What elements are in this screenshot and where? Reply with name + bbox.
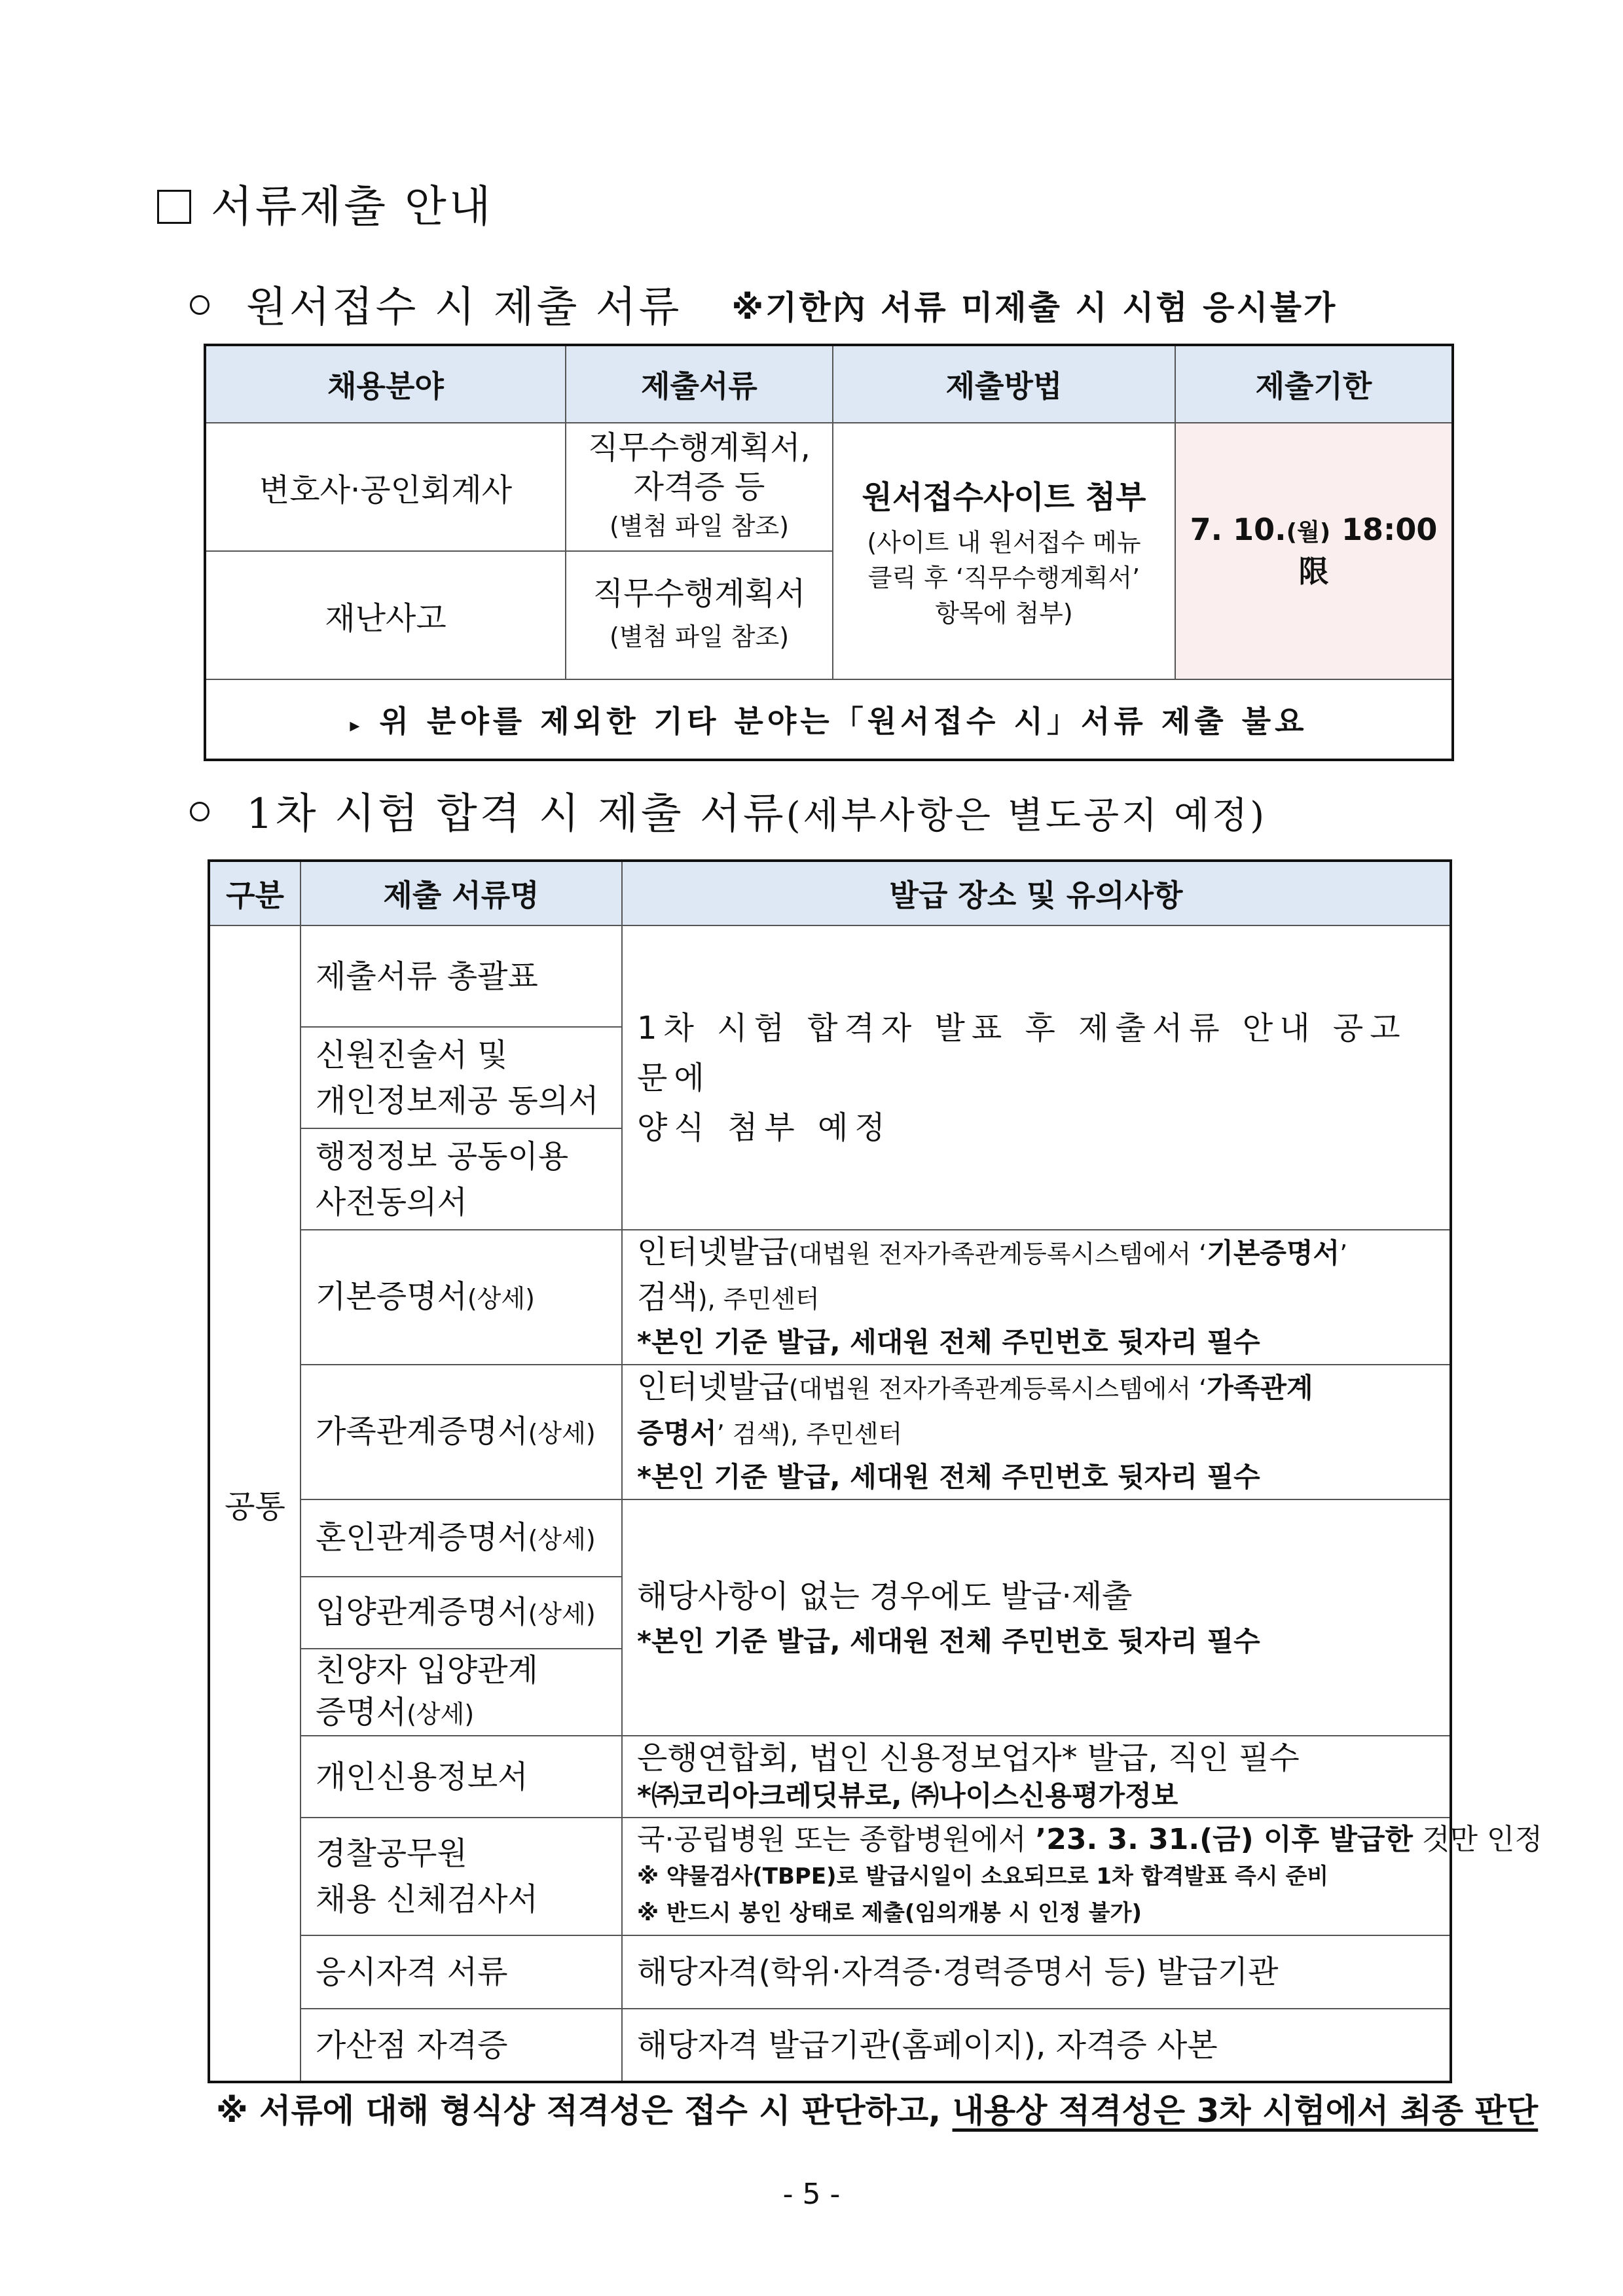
doc-line: 직무수행계획서,: [588, 429, 811, 466]
doc-name-suffix: (상세): [467, 1283, 535, 1313]
method-note: 항목에 첨부): [935, 598, 1073, 628]
doc-name-text: 가족관계증명서: [316, 1412, 528, 1450]
docs-cell: [566, 423, 833, 551]
doc-name: 가산점 자격증: [301, 2009, 622, 2082]
application-docs-table: [204, 344, 1454, 761]
note-text: ’: [1340, 1240, 1348, 1268]
note-text: 인터넷발급: [637, 1234, 789, 1270]
doc-name-line: 친양자 입양관계: [316, 1652, 538, 1689]
deadline-warning: ※기한內 서류 미제출 시 시험 응시불가: [731, 289, 1338, 327]
note-text: 검색: [637, 1279, 698, 1316]
bullet-circle-icon: [190, 295, 210, 315]
doc-name-suffix: (상세): [528, 1418, 596, 1448]
note-bold: ※ 약물검사(TBPE)로 발급시일이 소요되므로 1차 합격발표 즉시 준비: [637, 1863, 1329, 1890]
doc-name: 개인신용정보서: [301, 1736, 622, 1818]
doc-name-line: 경찰공무원: [316, 1835, 467, 1872]
doc-note: (별첨 파일 참조): [609, 512, 790, 541]
doc-name-line: 사전동의서: [316, 1183, 467, 1221]
header-category: 구분: [209, 861, 301, 925]
note-bold: 기본증명서: [1207, 1237, 1340, 1269]
doc-name-suffix: (상세): [528, 1524, 596, 1554]
doc-note: 해당자격 발급기관(홈페이지), 자격증 사본: [622, 2009, 1451, 2082]
doc-note: [622, 1365, 1451, 1499]
method-note: (사이트 내 원서접수 메뉴: [867, 528, 1141, 557]
bullet-circle-icon: [190, 802, 210, 821]
section-title-text: 서류제출 안내: [211, 181, 494, 232]
doc-name-text: 혼인관계증명서: [316, 1518, 528, 1556]
doc-name-line: 행정정보 공동이용: [316, 1138, 569, 1175]
table-row: [205, 423, 1453, 551]
note-text: 것만 인정: [1412, 1823, 1542, 1856]
header-deadline: 제출기한: [1175, 345, 1453, 423]
table-row: [209, 925, 1451, 1027]
doc-name: 제출서류 총괄표: [301, 925, 622, 1027]
doc-name: [301, 1230, 622, 1365]
first-exam-docs-table: [208, 859, 1542, 2083]
table-row: [209, 1365, 1451, 1499]
note-text: 국·공립병원 또는 종합병원에서: [637, 1823, 1036, 1856]
doc-line: 자격증 등: [633, 469, 765, 505]
doc-name: [301, 1365, 622, 1499]
table-footer: [205, 679, 1453, 760]
note-bold: 가족관계: [1207, 1372, 1313, 1404]
doc-name: [301, 1818, 622, 1935]
bottom-note-text: ※ 서류에 대해 형식상 적격성은 접수 시 판단하고,: [216, 2092, 953, 2130]
note-text: (대법원 전자가족관계등록시스템에서 ‘: [788, 1374, 1207, 1403]
field-disaster: 재난사고: [205, 551, 566, 679]
note-line: [637, 1410, 1440, 1456]
doc-name-line: 개인정보제공 동의서: [316, 1082, 599, 1119]
doc-name: [301, 1499, 622, 1577]
table-row: [209, 1499, 1451, 1577]
doc-note: [622, 1499, 1451, 1736]
note-bold: ※ 반드시 봉인 상태로 제출(임의개봉 시 인정 불가): [637, 1900, 1142, 1926]
subheading-text: 1차 시험 합격 시 제출 서류: [246, 790, 786, 838]
note-text: ), 주민센터: [697, 1285, 820, 1314]
note-line: 은행연합회, 법인 신용정보업자* 발급, 직인 필수: [637, 1739, 1300, 1776]
header-field: 채용분야: [205, 345, 566, 423]
header-documents: 제출서류: [566, 345, 833, 423]
note-line: [637, 1365, 1440, 1410]
table-row: [209, 1818, 1451, 1935]
deadline-cell: [1175, 423, 1453, 679]
method-note: 클릭 후 ‘직무수행계획서’: [867, 563, 1140, 592]
doc-name: [301, 1027, 622, 1128]
category-common: 공통: [209, 925, 301, 2082]
note-bold: *본인 기준 발급, 세대원 전체 주민번호 뒷자리 필수: [637, 1461, 1260, 1493]
table-header-row: [209, 861, 1451, 925]
doc-note: 해당자격(학위·자격증·경력증명서 등) 발급기관: [622, 1935, 1451, 2009]
table-row: [209, 1736, 1451, 1818]
note-bold: *본인 기준 발급, 세대원 전체 주민번호 뒷자리 필수: [637, 1624, 1260, 1657]
bottom-note: [216, 2085, 1538, 2132]
doc-name: [301, 1649, 622, 1736]
doc-name-suffix: (상세): [407, 1700, 475, 1729]
note-bold: 증명서: [637, 1417, 717, 1449]
doc-name-text: 입양관계증명서: [316, 1593, 528, 1630]
triangle-right-icon: ▸: [350, 714, 364, 737]
doc-note: [622, 925, 1451, 1230]
subheading-application-docs: [190, 274, 1337, 334]
doc-note: (별첨 파일 참조): [609, 622, 790, 651]
table-footer-row: [205, 679, 1453, 760]
note-line: [637, 1230, 1440, 1276]
method-cell: [833, 423, 1175, 679]
doc-name: [301, 1128, 622, 1230]
doc-name-text: 증명서: [316, 1694, 407, 1731]
doc-name-line: 채용 신체검사서: [316, 1881, 538, 1918]
note-bold: *본인 기준 발급, 세대원 전체 주민번호 뒷자리 필수: [637, 1326, 1260, 1358]
field-lawyer-cpa: 변호사·공인회계사: [205, 423, 566, 551]
doc-name-suffix: (상세): [528, 1599, 596, 1628]
table-row: [209, 2009, 1451, 2082]
table-row: [209, 1230, 1451, 1365]
note-text: 인터넷발급: [637, 1369, 789, 1405]
page-number: - 5 -: [782, 2178, 841, 2211]
note-bold: ’23. 3. 31.(금) 이후 발급한: [1035, 1823, 1413, 1856]
note-bold: *㈜코리아크레딧뷰로, ㈜나이스신용평가정보: [637, 1779, 1178, 1812]
header-doc-name: 제출 서류명: [301, 861, 622, 925]
doc-name-line: 신원진술서 및: [316, 1036, 508, 1073]
doc-note: [622, 1736, 1451, 1818]
subheading-first-exam-docs: [190, 780, 1267, 840]
note-line: 양식 첨부 예정: [637, 1109, 892, 1146]
docs-cell: [566, 551, 833, 679]
header-issuer-notes: 발급 장소 및 유의사항: [622, 861, 1451, 925]
doc-name: [301, 1577, 622, 1649]
table-header-row: [205, 345, 1453, 423]
doc-line: 직무수행계획서: [593, 575, 806, 612]
deadline-day: (월): [1286, 519, 1331, 546]
doc-note: [622, 1230, 1451, 1365]
checkbox-square-icon: [157, 190, 191, 224]
table-row: [209, 1935, 1451, 2009]
note-line: [637, 1821, 1542, 1858]
deadline-time: 18:00限: [1298, 512, 1438, 589]
header-method: 제출방법: [833, 345, 1175, 423]
method-title: 원서접수사이트 첨부: [862, 478, 1146, 516]
note-text: ), 주민센터: [780, 1420, 903, 1448]
section-title: [157, 171, 494, 234]
note-line: 해당사항이 없는 경우에도 발급·제출: [637, 1577, 1133, 1615]
note-text: (대법원 전자가족관계등록시스템에서 ‘: [788, 1240, 1207, 1268]
doc-note: [622, 1818, 1542, 1935]
bottom-note-underlined: 내용상 적격성은 3차 시험에서 최종 판단: [952, 2092, 1539, 2130]
doc-name: 응시자격 서류: [301, 1935, 622, 2009]
subheading-text: 원서접수 시 제출 서류: [246, 283, 682, 332]
deadline-date: 7. 10.: [1190, 512, 1286, 547]
subheading-note: (세부사항은 별도공지 예정): [786, 795, 1267, 837]
doc-name-text: 기본증명서: [316, 1278, 467, 1315]
note-line: [637, 1276, 1440, 1321]
footer-text: 위 분야를 제외한 기타 분야는「원서접수 시」서류 제출 불요: [379, 704, 1308, 739]
note-text: ’ 검색: [716, 1420, 781, 1448]
note-line: 1차 시험 합격자 발표 후 제출서류 안내 공고문에: [637, 1009, 1407, 1096]
